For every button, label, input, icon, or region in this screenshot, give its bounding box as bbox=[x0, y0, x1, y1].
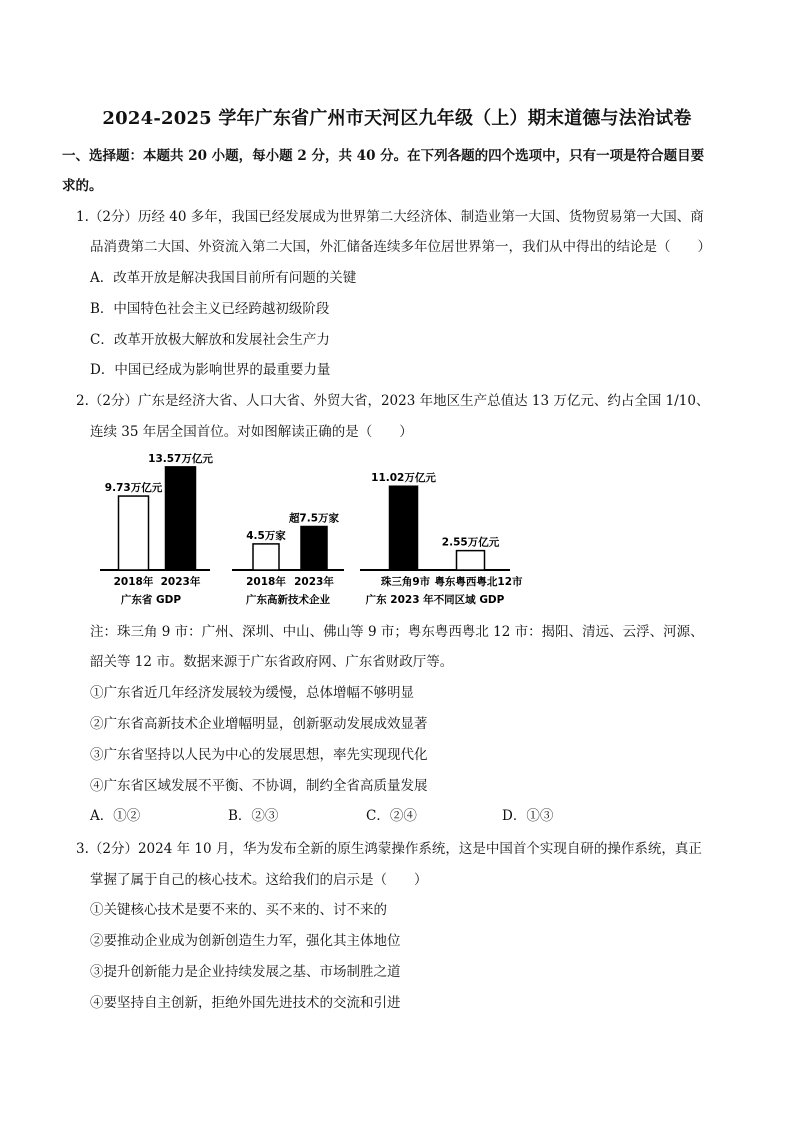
q2-chart-figure bbox=[92, 452, 523, 612]
q1-option-c: C．改革开放极大解放和发展社会生产力 bbox=[90, 332, 330, 348]
q2-bar-charts bbox=[92, 452, 523, 612]
chart-2-bar-1 bbox=[253, 544, 279, 570]
q2-statement-3: ③广东省坚持以人民为中心的发展思想，率先实现现代化 bbox=[90, 747, 428, 763]
q2-choice-d: D．①③ bbox=[502, 808, 554, 824]
chart-1-category-label-2: 2023年 bbox=[160, 576, 201, 588]
chart-3-category-label-1: 珠三角9市 bbox=[380, 576, 431, 588]
chart-panel-2 bbox=[232, 512, 344, 607]
chart-3-category-label-2: 粤东粤西粤北12市 bbox=[434, 576, 523, 588]
q2-statement-1: ①广东省近几年经济发展较为缓慢，总体增幅不够明显 bbox=[90, 685, 414, 701]
chart-3-bar-2 bbox=[457, 551, 485, 570]
q2-choice-a: A．①② bbox=[90, 808, 141, 824]
section-heading-line1: 一、选择题：本题共 20 小题，每小题 2 分，共 40 分。在下列各题的四个选项中，只有一项是符合题目要 bbox=[62, 148, 705, 164]
q2-choice-c: C．②④ bbox=[366, 808, 417, 824]
q3-statement-4: ④要坚持自主创新，拒绝外国先进技术的交流和引进 bbox=[90, 995, 401, 1011]
chart-2-title: 广东高新技术企业 bbox=[246, 594, 330, 606]
q3-statement-3: ③提升创新能力是企业持续发展之基、市场制胜之道 bbox=[90, 964, 401, 980]
chart-2-category-label-1: 2018年 bbox=[246, 576, 286, 588]
chart-3-value-label-1: 11.02万亿元 bbox=[371, 472, 436, 485]
chart-2-value-label-1: 4.5万家 bbox=[246, 529, 286, 542]
page-title: 2024-2025 学年广东省广州市天河区九年级（上）期末道德与法治试卷 bbox=[102, 108, 692, 129]
q2-choice-b: B．②③ bbox=[228, 808, 279, 824]
q2-note-line2: 韶关等 12 市。数据来源于广东省政府网、广东省财政厅等。 bbox=[90, 654, 454, 670]
q1-option-d: D．中国已经成为影响世界的最重要力量 bbox=[90, 362, 331, 378]
q1-stem-line1: 1.（2分）历经 40 多年，我国已经发展成为世界第二大经济体、制造业第一大国、货物贸易第一大国、商 bbox=[76, 209, 704, 225]
chart-2-bar-2 bbox=[301, 527, 327, 571]
q2-statement-4: ④广东省区域发展不平衡、不协调，制约全省高质量发展 bbox=[90, 778, 428, 794]
chart-3-title: 广东 2023 年不同区域 GDP bbox=[365, 594, 505, 606]
chart-1-title: 广东省 GDP bbox=[120, 594, 182, 606]
q3-statement-1: ①关键核心技术是要不来的、买不来的、讨不来的 bbox=[90, 902, 387, 918]
q2-statement-2: ②广东省高新技术企业增幅明显，创新驱动发展成效显著 bbox=[90, 716, 428, 732]
q3-stem-line2: 掌握了属于自己的核心技术。这给我们的启示是（ ） bbox=[90, 872, 428, 888]
chart-3-bar-1 bbox=[390, 486, 418, 570]
q2-note-line1: 注：珠三角 9 市：广州、深圳、中山、佛山等 9 市；粤东粤西粤北 12 市：揭阳、清远、云浮、河源、 bbox=[90, 624, 704, 640]
chart-1-bar-2 bbox=[166, 467, 196, 570]
chart-2-category-label-2: 2023年 bbox=[294, 576, 334, 588]
q1-stem-line2: 品消费第二大国、外资流入第二大国，外汇储备连续多年位居世界第一，我们从中得出的结论是（ ） bbox=[90, 239, 711, 255]
q3-stem-line1: 3.（2分）2024 年 10 月，华为发布全新的原生鸿蒙操作系统，这是中国首个实现自研的操作系统，真正 bbox=[76, 841, 702, 857]
chart-panel-1 bbox=[100, 452, 213, 606]
q1-option-a: A．改革开放是解决我国目前所有问题的关键 bbox=[90, 270, 357, 286]
chart-1-bar-1 bbox=[119, 496, 149, 570]
chart-3-value-label-2: 2.55万亿元 bbox=[441, 536, 500, 549]
q2-stem-line1: 2.（2分）广东是经济大省、人口大省、外贸大省，2023 年地区生产总值达 13 万亿元、约占全国 1/10、 bbox=[76, 393, 710, 409]
chart-1-value-label-1: 9.73万亿元 bbox=[104, 482, 163, 495]
chart-1-category-label-1: 2018年 bbox=[113, 576, 154, 588]
chart-1-value-label-2: 13.57万亿元 bbox=[148, 452, 213, 465]
chart-2-value-label-2: 超7.5万家 bbox=[288, 512, 340, 525]
section-heading-line2: 求的。 bbox=[62, 178, 103, 194]
chart-panel-3 bbox=[360, 471, 523, 606]
q1-option-b: B．中国特色社会主义已经跨越初级阶段 bbox=[90, 301, 330, 317]
q2-stem-line2: 连续 35 年居全国首位。对如图解读正确的是（ ） bbox=[90, 424, 413, 440]
q3-statement-2: ②要推动企业成为创新创造生力军，强化其主体地位 bbox=[90, 933, 401, 949]
